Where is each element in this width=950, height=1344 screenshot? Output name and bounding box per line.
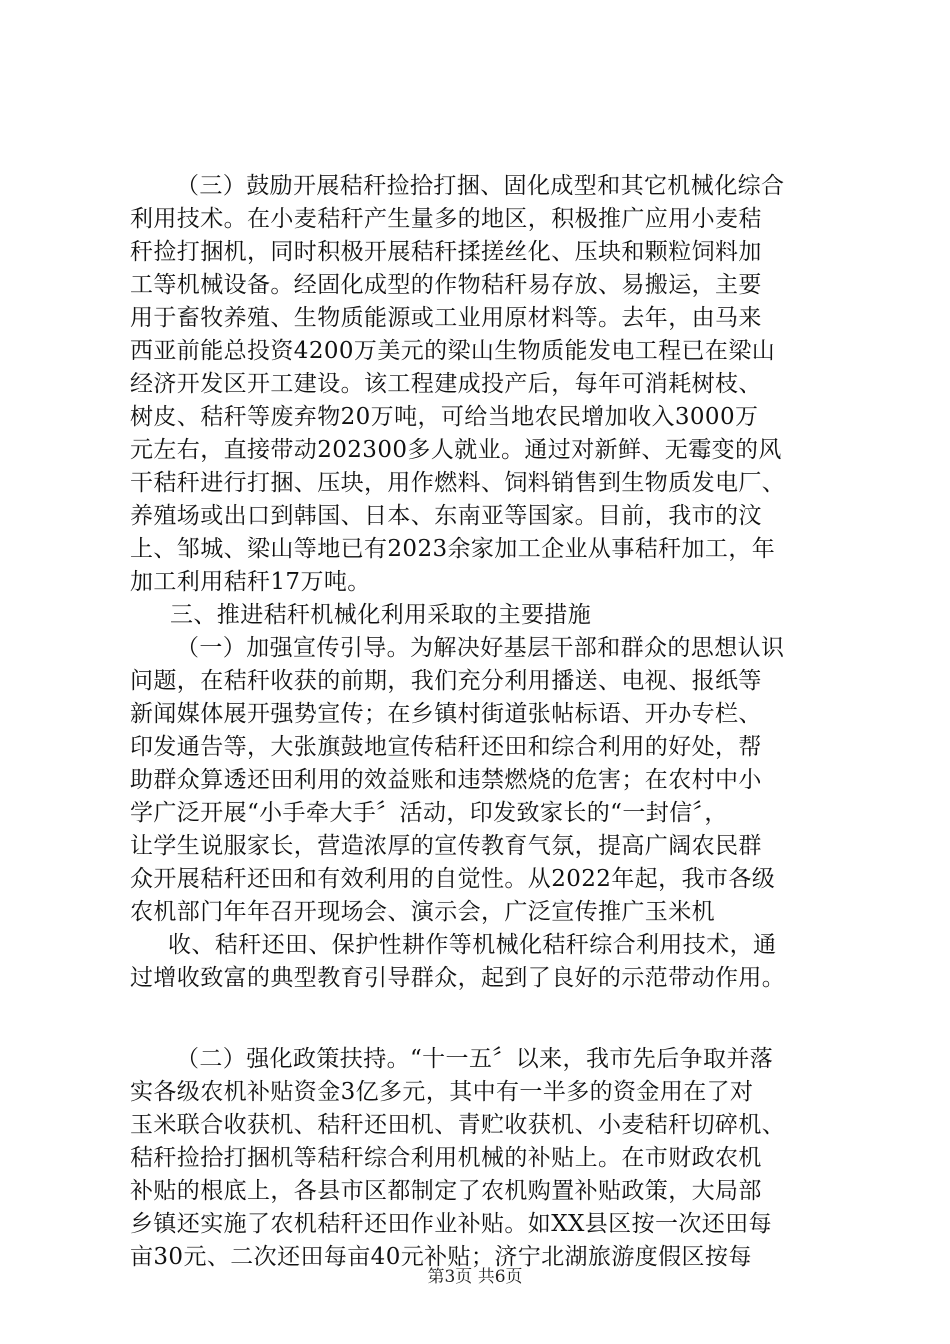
text-line: 用于畜牧养殖、生物质能源或工业用原材料等。去年，由马来	[130, 305, 762, 331]
text-line: 让学生说服家长，营造浓厚的宣传教育气氛，提高广阔农民群	[130, 833, 762, 859]
text-line: 养殖场或出口到韩国、日本、东南亚等国家。目前，我市的汶	[130, 503, 762, 529]
text-line: 众开展秸秆还田和有效利用的自觉性。从2022年起，我市各级	[130, 866, 776, 892]
paragraph-gap	[130, 995, 830, 1043]
text-line: 玉米联合收获机、秸秆还田机、青贮收获机、小麦秸秆切碎机、	[130, 1112, 786, 1138]
text-line: 问题，在秸秆收获的前期，我们充分利用播送、电视、报纸等	[130, 668, 762, 694]
text-line: 乡镇还实施了农机秸秆还田作业补贴。如XX县区按一次还田每	[130, 1211, 772, 1237]
text-line: 补贴的根底上，各县市区都制定了农机购置补贴政策，大局部	[130, 1178, 762, 1204]
text-line: 助群众算透还田利用的效益账和违禁燃烧的危害；在农村中小	[130, 767, 762, 793]
text-line: 树皮、秸秆等废弃物20万吨，可给当地农民增加收入3000万	[130, 404, 759, 430]
text-line: 实各级农机补贴资金3亿多元，其中有一半多的资金用在了对	[130, 1079, 754, 1105]
text-line: 加工利用秸秆17万吨。	[130, 569, 371, 595]
text-line: 上、邹城、梁山等地已有2023余家加工企业从事秸秆加工，年	[130, 536, 776, 562]
paragraph-publicity	[130, 632, 830, 995]
text-line: 工等机械设备。经固化成型的作物秸秆易存放、易搬运，主要	[130, 272, 762, 298]
text-line: 新闻媒体展开强势宣传；在乡镇村街道张帖标语、开办专栏、	[130, 701, 762, 727]
text-line: 学广泛开展“小手牵大手〞活动，印发致家长的“一封信〞，	[130, 800, 728, 826]
text-line: 元左右，直接带动202300多人就业。通过对新鲜、无霉变的风	[130, 437, 782, 463]
text-line: 西亚前能总投资4200万美元的梁山生物质能发电工程已在梁山	[130, 338, 776, 364]
text-line: （三）鼓励开展秸秆捡拾打捆、固化成型和其它机械化综合	[176, 173, 785, 199]
text-line: （二）强化政策扶持。“十一五〞以来，我市先后争取并落	[176, 1046, 774, 1072]
text-line: 秆捡打捆机，同时积极开展秸秆揉搓丝化、压块和颗粒饲料加	[130, 239, 762, 265]
page-number-footer: 第3页 共6页	[427, 1267, 523, 1287]
section-heading	[130, 599, 830, 632]
text-line: 干秸秆进行打捆、压块，用作燃料、饲料销售到生物质发电厂、	[130, 470, 786, 496]
text-line: 亩30元、二次还田每亩40元补贴；济宁北湖旅游度假区按每	[130, 1244, 752, 1270]
paragraph-policy-support	[130, 1043, 830, 1274]
text-line: 秸秆捡拾打捆机等秸秆综合利用机械的补贴上。在市财政农机	[130, 1145, 762, 1171]
document-body	[130, 170, 830, 1274]
text-line: 印发通告等，大张旗鼓地宣传秸秆还田和综合利用的好处，帮	[130, 734, 762, 760]
text-line: 利用技术。在小麦秸秆产生量多的地区，积极推广应用小麦秸	[130, 206, 762, 232]
text-line: 农机部门年年召开现场会、演示会，广泛宣传推广玉米机	[130, 899, 715, 925]
text-line: 过增收致富的典型教育引导群众，起到了良好的示范带动作用。	[130, 965, 786, 991]
text-line: （一）加强宣传引导。为解决好基层干部和群众的思想认识	[176, 635, 785, 661]
heading-main-measures: 三、推进秸秆机械化利用采取的主要措施	[170, 602, 592, 628]
text-line: 收、秸秆还田、保护性耕作等机械化秸秆综合利用技术，通	[168, 932, 777, 958]
paragraph-straw-baling	[130, 170, 830, 599]
text-line: 经济开发区开工建设。该工程建成投产后，每年可消耗树枝、	[130, 371, 762, 397]
